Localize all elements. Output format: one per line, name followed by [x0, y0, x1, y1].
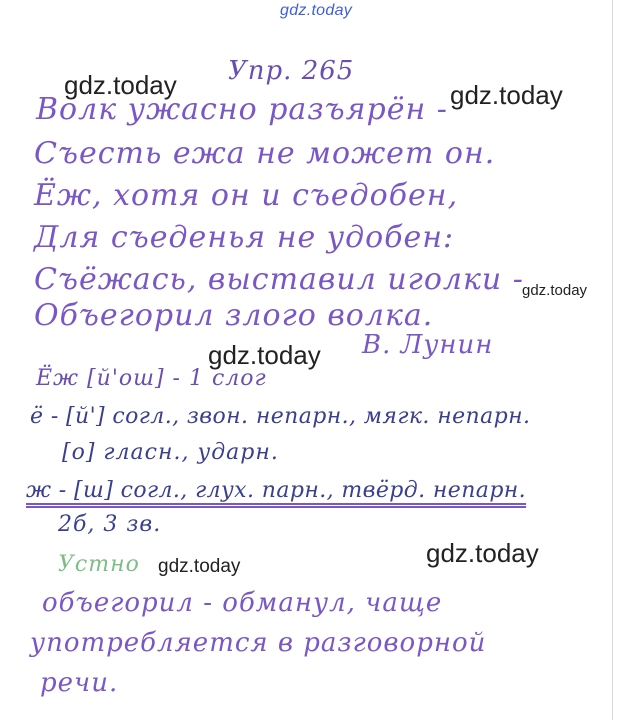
- watermark-6: gdz.today: [158, 556, 241, 577]
- analysis-line: ё - [й'] согл., звон. непарн., мягк. непарн.: [30, 404, 531, 429]
- poem-line: Съесть ежа не может он.: [34, 136, 496, 171]
- analysis-word: Ёж [й'ош] - 1 слог: [36, 366, 267, 391]
- analysis-line: ж - [ш] согл., глух. парн., твёрд. непарн.: [26, 478, 527, 503]
- watermark-5: gdz.today: [426, 538, 539, 568]
- poem-line: Объегорил злого волка.: [34, 298, 434, 333]
- watermark-2: gdz.today: [450, 80, 563, 110]
- poem-line: Для съеденья не удобен:: [34, 220, 455, 255]
- oral-label: Устно: [58, 552, 140, 577]
- oral-line: употребляется в разговорной: [30, 628, 487, 658]
- margin-line: [612, 0, 613, 720]
- poem-line: Ёж, хотя он и съедобен,: [34, 178, 459, 213]
- oral-line: объегорил - обманул, чаще: [42, 588, 443, 618]
- watermark-3: gdz.today: [522, 282, 588, 299]
- analysis-line: [о] гласн., ударн.: [62, 440, 279, 465]
- exercise-title: Упр. 265: [228, 56, 355, 86]
- watermark-1: gdz.today: [64, 70, 177, 100]
- watermark-4: gdz.today: [208, 340, 321, 370]
- poem-line: Волк ужасно разъярён -: [36, 92, 448, 127]
- poem-author: В. Лунин: [362, 330, 494, 360]
- watermark-top: gdz.today: [280, 2, 353, 19]
- analysis-line: 2б, 3 зв.: [58, 512, 162, 537]
- oral-line: речи.: [40, 668, 119, 698]
- poem-line: Съёжась, выставил иголки -: [34, 262, 524, 297]
